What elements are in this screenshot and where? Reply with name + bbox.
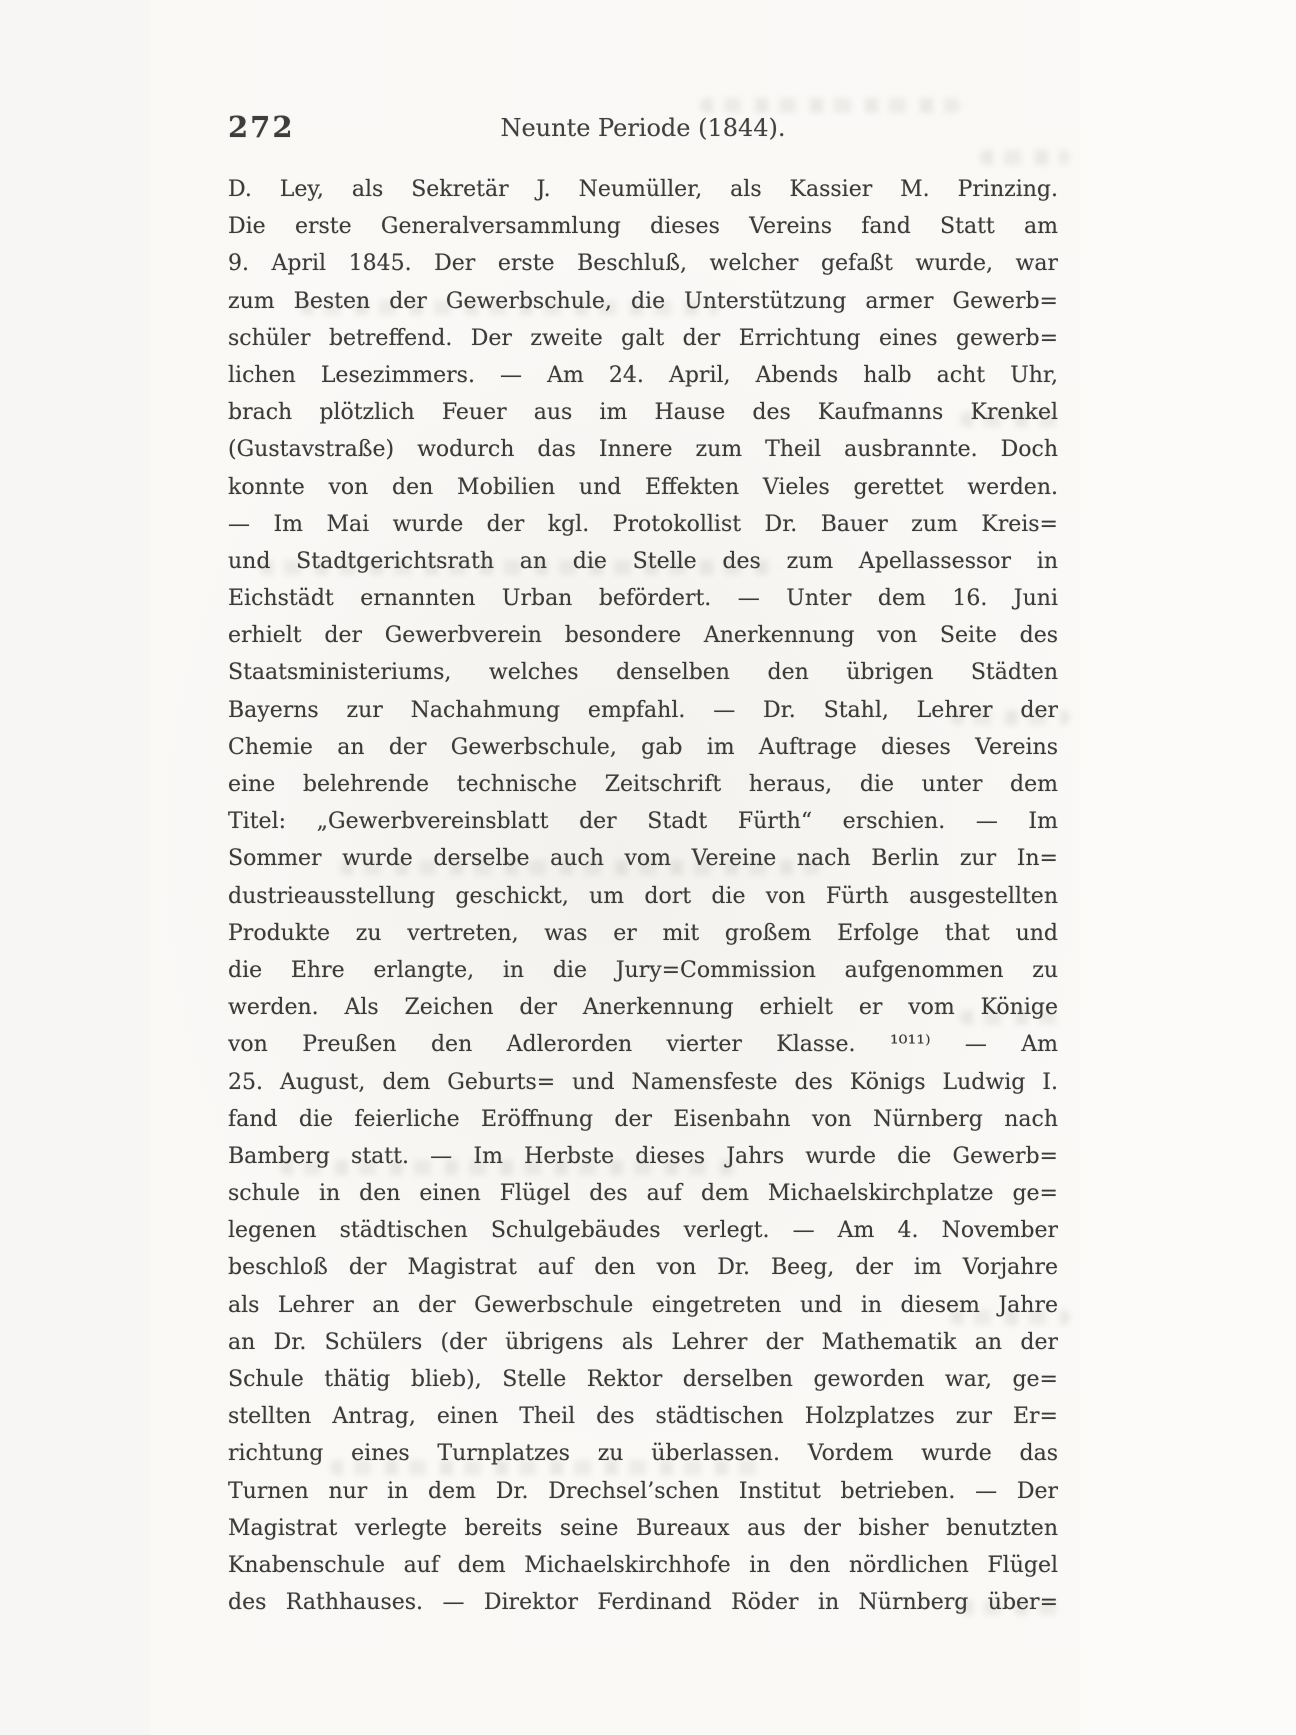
text-line: Chemie an der Gewerbschule, gab im Auftrage dieses Vereins bbox=[228, 734, 1058, 760]
text-line: richtung eines Turnplatzes zu überlassen. Vordem wurde das bbox=[228, 1441, 1058, 1467]
text-line: schüler betreffend. Der zweite galt der Errichtung eines gewerb= bbox=[228, 325, 1058, 351]
text-line: fand die feierliche Eröffnung der Eisenbahn von Nürnberg nach bbox=[228, 1106, 1058, 1132]
page-number: 272 bbox=[228, 110, 295, 144]
text-line: Schule thätig blieb), Stelle Rektor derselben geworden war, ge= bbox=[228, 1367, 1058, 1392]
text-line: und Stadtgerichtsrath an die Stelle des zum Apellassessor in bbox=[228, 548, 1058, 574]
text-line: die Ehre erlangte, in die Jury=Commission aufgenommen zu bbox=[228, 957, 1058, 983]
running-header: Neunte Periode (1844). bbox=[500, 114, 786, 142]
text-line: Eichstädt ernannten Urban befördert. — Unter dem 16. Juni bbox=[228, 586, 1058, 612]
text-line: des Rathhauses. — Direktor Ferdinand Röder in Nürnberg über= bbox=[228, 1590, 1058, 1616]
text-line: zum Besten der Gewerbschule, die Unterstützung armer Gewerb= bbox=[228, 288, 1058, 314]
text-line: Die erste Generalversammlung dieses Vereins fand Statt am bbox=[228, 214, 1058, 240]
body-text-block bbox=[228, 171, 1058, 1621]
text-line: Staatsministeriums, welches denselben den übrigen Städten bbox=[228, 660, 1058, 686]
text-line: Magistrat verlegte bereits seine Bureaux aus der bisher benutzten bbox=[228, 1515, 1058, 1541]
text-line: Produkte zu vertreten, was er mit großem Erfolge that und bbox=[228, 920, 1058, 946]
text-line: als Lehrer an der Gewerbschule eingetreten und in diesem Jahre bbox=[228, 1292, 1058, 1318]
bleed-through-ghost bbox=[980, 150, 1070, 165]
bleed-through-ghost bbox=[700, 98, 960, 113]
text-line: lichen Lesezimmers. — Am 24. April, Abends halb acht Uhr, bbox=[228, 362, 1058, 388]
text-line: eine belehrende technische Zeitschrift heraus, die unter dem bbox=[228, 772, 1058, 797]
text-line: Titel: „Gewerbvereinsblatt der Stadt Fürth“ erschien. — Im bbox=[228, 809, 1058, 835]
text-line: — Im Mai wurde der kgl. Protokollist Dr. Bauer zum Kreis= bbox=[228, 511, 1058, 537]
text-line: von Preußen den Adlerorden vierter Klasse. ¹⁰¹¹⁾ — Am bbox=[228, 1032, 1058, 1058]
text-line: schule in den einen Flügel des auf dem Michaelskirchplatze ge= bbox=[228, 1181, 1058, 1207]
text-line: werden. Als Zeichen der Anerkennung erhielt er vom Könige bbox=[228, 995, 1058, 1021]
text-line: 25. August, dem Geburts= und Namensfeste des Königs Ludwig I. bbox=[228, 1069, 1058, 1095]
text-line: D. Ley, als Sekretär J. Neumüller, als Kassier M. Prinzing. bbox=[228, 177, 1058, 202]
text-line: stellten Antrag, einen Theil des städtischen Holzplatzes zur Er= bbox=[228, 1404, 1058, 1430]
text-line: konnte von den Mobilien und Effekten Vieles gerettet werden. bbox=[228, 474, 1058, 500]
text-line: erhielt der Gewerbverein besondere Anerkennung von Seite des bbox=[228, 623, 1058, 649]
text-line: Bayerns zur Nachahmung empfahl. — Dr. Stahl, Lehrer der bbox=[228, 697, 1058, 723]
text-line: (Gustavstraße) wodurch das Innere zum Theil ausbrannte. Doch bbox=[228, 437, 1058, 463]
text-line: Turnen nur in dem Dr. Drechsel’schen Institut betrieben. — Der bbox=[228, 1478, 1058, 1504]
text-line: Sommer wurde derselbe auch vom Vereine nach Berlin zur In= bbox=[228, 846, 1058, 872]
text-line: brach plötzlich Feuer aus im Hause des Kaufmanns Krenkel bbox=[228, 400, 1058, 426]
text-line: an Dr. Schülers (der übrigens als Lehrer der Mathematik an der bbox=[228, 1329, 1058, 1355]
text-line: Bamberg statt. — Im Herbste dieses Jahrs wurde die Gewerb= bbox=[228, 1143, 1058, 1169]
text-line: dustrieausstellung geschickt, um dort die von Fürth ausgestellten bbox=[228, 883, 1058, 909]
text-line: legenen städtischen Schulgebäudes verlegt. — Am 4. November bbox=[228, 1218, 1058, 1244]
text-line: beschloß der Magistrat auf den von Dr. Beeg, der im Vorjahre bbox=[228, 1255, 1058, 1281]
text-line: 9. April 1845. Der erste Beschluß, welcher gefaßt wurde, war bbox=[228, 251, 1058, 277]
text-line: Knabenschule auf dem Michaelskirchhofe in den nördlichen Flügel bbox=[228, 1552, 1058, 1578]
